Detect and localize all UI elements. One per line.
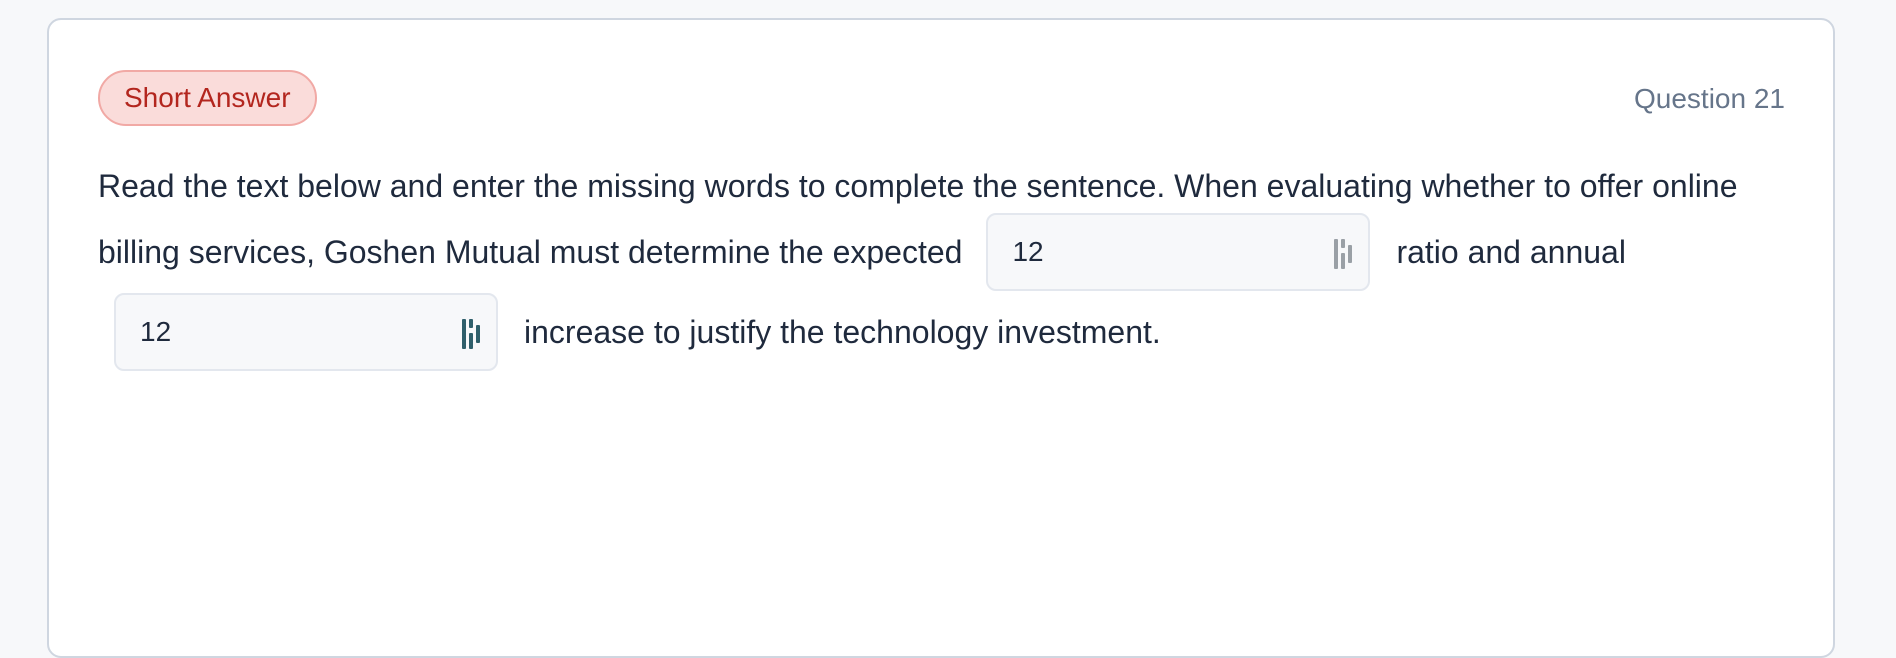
question-number: Question 21 xyxy=(1634,83,1785,114)
answer-blank-1[interactable] xyxy=(986,213,1370,291)
question-text-line-2 xyxy=(98,212,1626,292)
question-type-badge: Short Answer xyxy=(98,70,317,126)
question-text-segment: increase to justify the technology investment. xyxy=(524,313,1161,350)
answer-blank-value: 12 xyxy=(140,316,172,347)
drag-handle-icon[interactable] xyxy=(460,319,482,349)
question-text-segment: ratio and annual xyxy=(1396,233,1626,270)
question-card xyxy=(47,18,1835,658)
drag-handle-icon[interactable] xyxy=(1332,239,1354,269)
question-text-line-1: Read the text below and enter the missing words to complete the sentence. When evaluating whether to offer online xyxy=(98,168,1738,204)
question-text-segment: billing services, Goshen Mutual must determine the expected xyxy=(98,233,963,270)
question-text-line-3 xyxy=(98,292,1161,372)
answer-blank-value: 12 xyxy=(1012,236,1044,267)
answer-blank-2[interactable] xyxy=(114,293,498,371)
